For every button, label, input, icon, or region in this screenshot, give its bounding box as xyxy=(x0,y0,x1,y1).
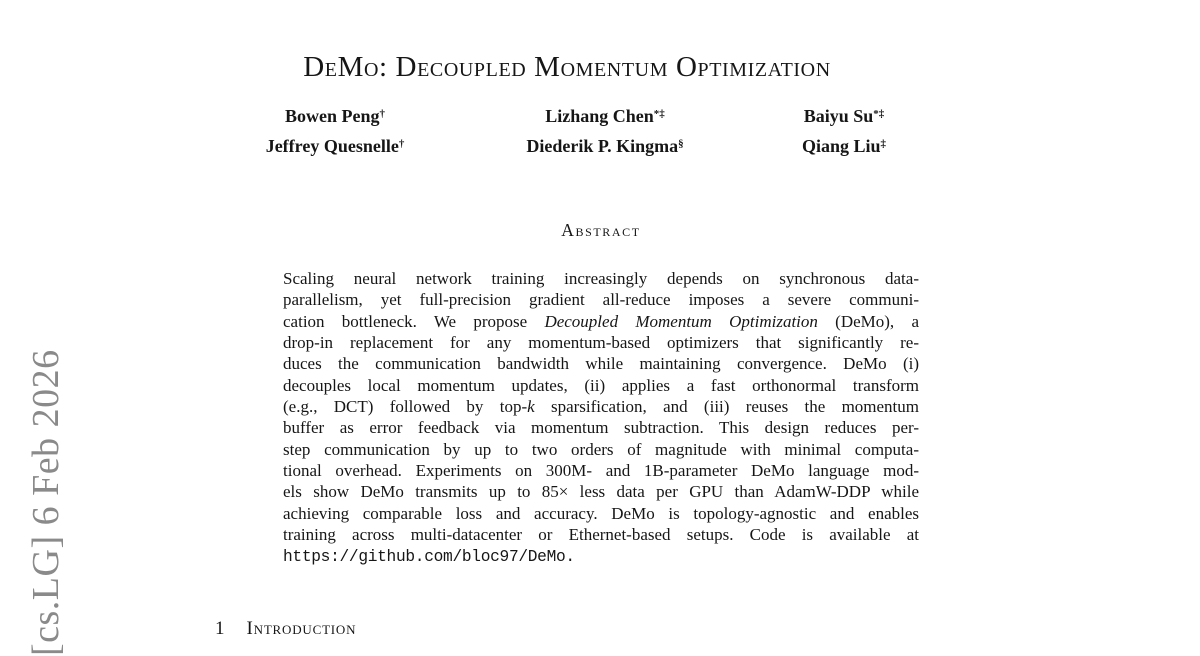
abstract-line xyxy=(283,417,919,438)
arxiv-watermark: [cs.LG] 6 Feb 2026 xyxy=(25,349,67,656)
paper-title: DeMo: Decoupled Momentum Optimization xyxy=(303,51,831,83)
italic-text: k xyxy=(527,397,535,417)
italic-text: Decoupled Momentum Optimization xyxy=(544,311,818,331)
abstract-lines xyxy=(283,268,919,567)
abstract-text: (DeMo), a xyxy=(817,311,919,331)
author-name xyxy=(545,106,665,127)
abstract-text: buffer as error feedback via momentum subtraction. This design reduces per- xyxy=(283,418,919,438)
abstract-line xyxy=(283,481,919,502)
author-name-text: Bowen Peng xyxy=(285,106,380,126)
abstract-text: (e.g., DCT) followed by top- xyxy=(283,397,528,417)
abstract-text: drop-in replacement for any momentum-based optimizers that significantly re- xyxy=(283,333,919,353)
author-name xyxy=(802,136,886,157)
abstract-text: step communication by up to two orders of magnitude with minimal computa- xyxy=(283,439,919,459)
author-affiliation-marker: ‡ xyxy=(880,138,887,151)
abstract-text: sparsification, and (iii) reuses the momentum xyxy=(534,397,919,417)
abstract-line xyxy=(283,503,919,524)
abstract-line xyxy=(283,332,919,353)
abstract-line xyxy=(283,289,919,310)
abstract-line xyxy=(283,396,919,417)
abstract-line xyxy=(283,545,919,566)
abstract-line xyxy=(283,439,919,460)
abstract-line xyxy=(283,460,919,481)
abstract-text: tional overhead. Experiments on 300M- and 1B-parameter DeMo language mod- xyxy=(283,461,919,481)
author-affiliation-marker: *‡ xyxy=(873,108,885,121)
author-name xyxy=(526,136,683,157)
author-affiliation-marker: † xyxy=(379,108,385,121)
author-name-text: Lizhang Chen xyxy=(545,106,654,126)
abstract-heading: Abstract xyxy=(561,220,641,240)
abstract-text: decouples local momentum updates, (ii) applies a fast orthonormal transform xyxy=(283,375,919,395)
section-heading xyxy=(215,618,356,640)
abstract-line xyxy=(283,311,919,332)
author-name-text: Qiang Liu xyxy=(801,136,881,156)
section-title: Introduction xyxy=(246,618,357,639)
abstract-text: cation bottleneck. We propose xyxy=(283,311,545,331)
abstract-text: els show DeMo transmits up to 85× less data per GPU than AdamW-DDP while xyxy=(283,482,919,502)
author-name-text: Jeffrey Quesnelle xyxy=(265,136,399,156)
author-name xyxy=(804,106,885,127)
abstract-text: achieving comparable loss and accuracy. DeMo is topology-agnostic and enables xyxy=(283,503,919,523)
abstract-text: training across multi-datacenter or Ethernet-based setups. Code is available at xyxy=(283,525,919,545)
author-affiliation-marker: † xyxy=(398,138,405,151)
author-name xyxy=(285,106,385,127)
author-name-text: Diederik P. Kingma xyxy=(526,136,679,156)
author-name-text: Baiyu Su xyxy=(803,106,874,126)
abstract-line xyxy=(283,375,919,396)
abstract-text: duces the communication bandwidth while maintaining convergence. DeMo (i) xyxy=(283,354,919,374)
abstract-text: Scaling neural network training increasingly depends on synchronous data- xyxy=(283,269,919,288)
github-link[interactable]: https://github.com/bloc97/DeMo. xyxy=(283,548,575,567)
author-affiliation-marker: § xyxy=(678,138,684,151)
abstract-line xyxy=(283,268,919,289)
author-name xyxy=(266,136,405,157)
author-affiliation-marker: *‡ xyxy=(653,108,665,121)
abstract-line xyxy=(283,353,919,374)
section-number: 1 xyxy=(215,618,225,639)
abstract-text: parallelism, yet full-precision gradient all-reduce imposes a severe communi- xyxy=(283,290,919,310)
abstract-line xyxy=(283,524,919,545)
